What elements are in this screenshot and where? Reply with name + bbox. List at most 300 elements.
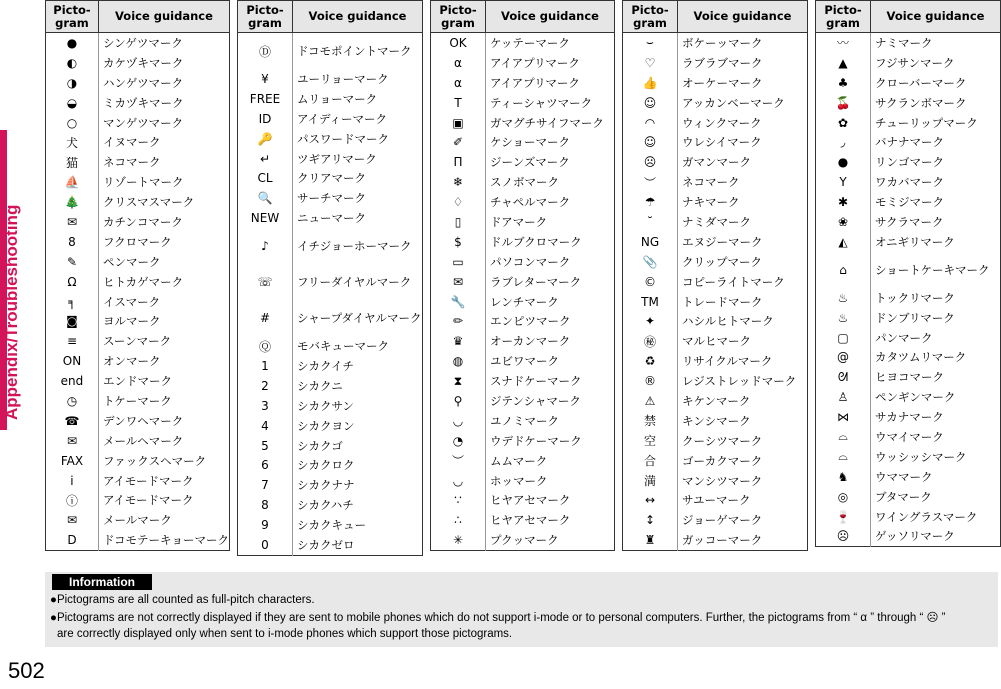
voice-guidance: エンドマーク: [98, 371, 229, 391]
pictogram-icon: ©: [623, 272, 678, 292]
table-row: [238, 129, 423, 149]
voice-guidance: ナミダマーク: [678, 212, 808, 232]
table-row: [623, 172, 808, 192]
table-row: [431, 510, 615, 530]
voice-guidance: トレードマーク: [678, 292, 808, 312]
voice-guidance: キンシマーク: [678, 411, 808, 431]
voice-guidance: ゲッソリマーク: [871, 526, 1001, 546]
voice-guidance: ムムマーク: [486, 451, 615, 471]
voice-guidance: マンゲツマーク: [98, 113, 229, 133]
table-row: [816, 487, 1001, 507]
table-row: [623, 113, 808, 133]
pictogram-icon: ✿: [816, 113, 871, 133]
pictogram-icon: Ω: [46, 272, 99, 292]
table-row: [431, 93, 615, 113]
pictogram-icon: ♡: [623, 53, 678, 73]
table-row: [431, 33, 615, 53]
table-row: [238, 228, 423, 264]
table-row: [46, 371, 230, 391]
pictogram-icon: ◔: [431, 431, 486, 451]
voice-guidance: ジョーゲマーク: [678, 510, 808, 530]
table-row: [816, 288, 1001, 308]
voice-guidance: イヌマーク: [98, 132, 229, 152]
pictogram-icon: 👍: [623, 73, 678, 93]
pictogram-icon: ⛵: [46, 172, 99, 192]
voice-guidance: シカクキュー: [293, 515, 423, 535]
voice-guidance: ガマグチサイフマーク: [486, 113, 615, 133]
voice-guidance: メールマーク: [98, 510, 229, 530]
voice-guidance: ブタマーク: [871, 487, 1001, 507]
table-row: [623, 490, 808, 510]
pictogram-icon: D: [46, 530, 99, 550]
table-row: [623, 331, 808, 351]
pictogram-icon: 🎄: [46, 192, 99, 212]
voice-guidance: スナドケーマーク: [486, 371, 615, 391]
pictogram-icon: @: [816, 347, 871, 367]
pictogram-icon: ●: [816, 152, 871, 172]
voice-guidance: ヨルマーク: [98, 311, 229, 331]
voice-guidance: サクラマーク: [871, 212, 1001, 232]
voice-guidance: アイアプリマーク: [486, 73, 615, 93]
table-row: [431, 391, 615, 411]
header-voice-guidance: Voice guidance: [98, 1, 229, 33]
pictogram-icon: 🍷: [816, 507, 871, 527]
voice-guidance: ウママーク: [871, 467, 1001, 487]
voice-guidance: サクランボマーク: [871, 93, 1001, 113]
voice-guidance: アイディーマーク: [293, 109, 423, 129]
table-header-row: [816, 1, 1001, 33]
voice-guidance: パスワードマーク: [293, 129, 423, 149]
pictogram-icon: ↔: [623, 490, 678, 510]
pictogram-icon: ®: [623, 371, 678, 391]
table-row: [623, 510, 808, 530]
table-row: [623, 152, 808, 172]
pictogram-table-5: [815, 0, 1001, 547]
table-row: [431, 371, 615, 391]
table-row: [46, 292, 230, 312]
table-row: [238, 376, 423, 396]
table-row: [46, 172, 230, 192]
voice-guidance: ドルブクロマーク: [486, 232, 615, 252]
header-voice-guidance: Voice guidance: [678, 1, 808, 33]
pictogram-icon: 3: [238, 396, 293, 416]
table-row: [623, 93, 808, 113]
pictogram-icon: ☺: [623, 132, 678, 152]
voice-guidance: カタツムリマーク: [871, 347, 1001, 367]
table-row: [238, 436, 423, 456]
pictogram-icon: ︶: [623, 172, 678, 192]
table-row: [431, 292, 615, 312]
pictogram-icon: ◡: [431, 471, 486, 491]
voice-guidance: デンワヘマーク: [98, 411, 229, 431]
voice-guidance: ドアマーク: [486, 212, 615, 232]
pictogram-icon: 8: [46, 232, 99, 252]
pictogram-icon: ↕: [623, 510, 678, 530]
pictogram-icon: ON: [46, 351, 99, 371]
pictogram-icon: FREE: [238, 89, 293, 109]
table-row: [46, 152, 230, 172]
table-row: [816, 328, 1001, 348]
pictogram-icon: TM: [623, 292, 678, 312]
table-row: [46, 73, 230, 93]
voice-guidance: ムリョーマーク: [293, 89, 423, 109]
table-row: [431, 132, 615, 152]
pictogram-icon: 7: [238, 475, 293, 495]
table-row: [238, 495, 423, 515]
information-bullet-3: are correctly displayed only when sent to i-mode phones which support those pictograms.: [57, 628, 513, 640]
voice-guidance: ガッコーマーク: [678, 530, 808, 550]
table-row: [46, 471, 230, 491]
voice-guidance: ショートケーキマーク: [871, 252, 1001, 288]
voice-guidance: トケーマーク: [98, 391, 229, 411]
header-voice-guidance: Voice guidance: [293, 1, 423, 33]
table-row: [238, 168, 423, 188]
table-row: [816, 467, 1001, 487]
voice-guidance: ペンマーク: [98, 252, 229, 272]
table-row: [46, 212, 230, 232]
header-voice-guidance: Voice guidance: [871, 1, 1001, 33]
pictogram-icon: ✏: [431, 311, 486, 331]
pictogram-icon: ▣: [431, 113, 486, 133]
voice-guidance: エヌジーマーク: [678, 232, 808, 252]
voice-guidance: フリーダイヤルマーク: [293, 264, 423, 300]
pictogram-icon: 8: [238, 495, 293, 515]
pictogram-icon: ≡: [46, 331, 99, 351]
pictogram-icon: Ⓓ: [238, 33, 293, 70]
voice-guidance: ガマンマーク: [678, 152, 808, 172]
pictogram-icon: 猫: [46, 152, 99, 172]
pictogram-icon: ◷: [46, 391, 99, 411]
pictogram-icon: FAX: [46, 451, 99, 471]
table-row: [816, 192, 1001, 212]
voice-guidance: シカクゴ: [293, 436, 423, 456]
table-row: [816, 308, 1001, 328]
voice-guidance: キケンマーク: [678, 391, 808, 411]
pictogram-icon: ✉: [46, 510, 99, 530]
voice-guidance: ラブラブマーク: [678, 53, 808, 73]
pictogram-icon: ↵: [238, 149, 293, 169]
voice-guidance: クリスマスマーク: [98, 192, 229, 212]
voice-guidance: ネコマーク: [98, 152, 229, 172]
voice-guidance: シカクニ: [293, 376, 423, 396]
pictogram-icon: ∵: [431, 490, 486, 510]
voice-guidance: クーシツマーク: [678, 431, 808, 451]
voice-guidance: ウレシイマーク: [678, 132, 808, 152]
table-row: [623, 451, 808, 471]
pictogram-icon: ✉: [46, 431, 99, 451]
table-row: [816, 53, 1001, 73]
voice-guidance: ヒヤアセマーク: [486, 510, 615, 530]
voice-guidance: レジストレッドマーク: [678, 371, 808, 391]
table-row: [623, 471, 808, 491]
voice-guidance: ウマイマーク: [871, 427, 1001, 447]
pictogram-icon: ●: [46, 33, 99, 53]
voice-guidance: イチジョーホーマーク: [293, 228, 423, 264]
table-row: [816, 347, 1001, 367]
table-row: [623, 132, 808, 152]
pictogram-icon: 空: [623, 431, 678, 451]
voice-guidance: トックリマーク: [871, 288, 1001, 308]
pictogram-icon: 6: [238, 455, 293, 475]
side-tab: [0, 0, 30, 430]
pictogram-icon: 0: [238, 535, 293, 555]
voice-guidance: リサイクルマーク: [678, 351, 808, 371]
table-row: [431, 152, 615, 172]
voice-guidance: ユーリョーマーク: [293, 69, 423, 89]
pictogram-icon: ♞: [816, 467, 871, 487]
table-row: [623, 232, 808, 252]
header-pictogram: Picto-gram: [623, 1, 678, 33]
voice-guidance: オンマーク: [98, 351, 229, 371]
pictogram-icon: ∴: [431, 510, 486, 530]
table-row: [816, 367, 1001, 387]
table-row: [816, 93, 1001, 113]
pictogram-icon: ⌂: [816, 252, 871, 288]
table-row: [623, 272, 808, 292]
pictogram-icon: #: [238, 300, 293, 336]
voice-guidance: ケッテーマーク: [486, 33, 615, 53]
voice-guidance: チャペルマーク: [486, 192, 615, 212]
table-row: [623, 351, 808, 371]
table-row: [431, 530, 615, 550]
table-row: [431, 272, 615, 292]
voice-guidance: ドンブリマーク: [871, 308, 1001, 328]
pictogram-icon: NG: [623, 232, 678, 252]
table-row: [238, 515, 423, 535]
information-bullet-2: ●Pictograms are not correctly displayed if they are sent to mobile phones which do not support i-mode or to personal computers. Further, the pictograms from “ α ” through “ ☹ ”: [50, 612, 946, 624]
table-row: [431, 113, 615, 133]
pictogram-table-3: [430, 0, 615, 551]
table-row: [46, 490, 230, 510]
table-row: [46, 311, 230, 331]
pictogram-icon: ◐: [46, 53, 99, 73]
voice-guidance: ウッシッシマーク: [871, 447, 1001, 467]
voice-guidance: ミカヅキマーク: [98, 93, 229, 113]
pictogram-icon: 合: [623, 451, 678, 471]
table-row: [623, 431, 808, 451]
pictogram-icon: ☂: [623, 192, 678, 212]
table-row: [46, 93, 230, 113]
voice-guidance: ヒヤアセマーク: [486, 490, 615, 510]
table-row: [816, 252, 1001, 288]
pictogram-icon: ⌣: [623, 33, 678, 53]
voice-guidance: シカクサン: [293, 396, 423, 416]
table-header-row: [238, 1, 423, 33]
voice-guidance: ウデドケーマーク: [486, 431, 615, 451]
pictogram-icon: Ⓠ: [238, 336, 293, 356]
table-row: [623, 73, 808, 93]
table-row: [623, 311, 808, 331]
pictogram-icon: ◎: [816, 487, 871, 507]
voice-guidance: フジサンマーク: [871, 53, 1001, 73]
table-row: [238, 535, 423, 555]
pictogram-icon: ⓘ: [46, 490, 99, 510]
pictogram-icon: 禁: [623, 411, 678, 431]
table-header-row: [46, 1, 230, 33]
pictogram-icon: ¥: [238, 69, 293, 89]
table-row: [816, 152, 1001, 172]
voice-guidance: シャープダイヤルマーク: [293, 300, 423, 336]
table-row: [816, 407, 1001, 427]
table-row: [238, 416, 423, 436]
table-row: [623, 53, 808, 73]
voice-guidance: シカクイチ: [293, 356, 423, 376]
page-number: 502: [8, 658, 45, 683]
voice-guidance: シカクナナ: [293, 475, 423, 495]
table-row: [816, 113, 1001, 133]
voice-guidance: ユノミマーク: [486, 411, 615, 431]
pictogram-icon: ♜: [623, 530, 678, 550]
pictogram-icon: α: [431, 53, 486, 73]
pictogram-table-4: [622, 0, 808, 551]
pictogram-icon: ㊙: [623, 331, 678, 351]
voice-guidance: スノボマーク: [486, 172, 615, 192]
pictogram-icon: Π: [431, 152, 486, 172]
pictogram-icon: $: [431, 232, 486, 252]
voice-guidance: ドコモテーキョーマーク: [98, 530, 229, 550]
voice-guidance: サーチマーク: [293, 188, 423, 208]
table-row: [431, 212, 615, 232]
table-row: [623, 530, 808, 550]
information-bullet-1: ●Pictograms are all counted as full-pitch characters.: [50, 594, 315, 606]
voice-guidance: ネコマーク: [678, 172, 808, 192]
voice-guidance: ハシルヒトマーク: [678, 311, 808, 331]
table-row: [623, 33, 808, 53]
pictogram-icon: ☏: [238, 264, 293, 300]
table-header-row: [431, 1, 615, 33]
table-row: [431, 351, 615, 371]
table-header-row: [623, 1, 808, 33]
voice-guidance: ホッマーク: [486, 471, 615, 491]
pictogram-icon: ◒: [46, 93, 99, 113]
table-row: [46, 530, 230, 550]
table-row: [816, 33, 1001, 53]
table-row: [816, 232, 1001, 252]
pictogram-icon: ◭: [816, 232, 871, 252]
pictogram-icon: ⋈: [816, 407, 871, 427]
voice-guidance: ハンゲツマーク: [98, 73, 229, 93]
pictogram-icon: ◙: [46, 311, 99, 331]
table-row: [46, 351, 230, 371]
voice-guidance: リンゴマーク: [871, 152, 1001, 172]
table-row: [816, 507, 1001, 527]
pictogram-icon: ○: [46, 113, 99, 133]
pictogram-icon: ︶: [431, 451, 486, 471]
table-row: [623, 391, 808, 411]
pictogram-icon: ◑: [46, 73, 99, 93]
pictogram-icon: 2: [238, 376, 293, 396]
pictogram-icon: 1: [238, 356, 293, 376]
table-row: [238, 356, 423, 376]
pictogram-icon: 📎: [623, 252, 678, 272]
table-row: [238, 264, 423, 300]
table-row: [238, 208, 423, 228]
pictogram-icon: ╕: [46, 292, 99, 312]
table-row: [623, 252, 808, 272]
voice-guidance: ユビワマーク: [486, 351, 615, 371]
pictogram-icon: ✎: [46, 252, 99, 272]
pictogram-icon: ☎: [46, 411, 99, 431]
table-row: [46, 391, 230, 411]
pictogram-icon: 🔑: [238, 129, 293, 149]
table-row: [431, 172, 615, 192]
table-row: [431, 471, 615, 491]
pictogram-icon: 🔧: [431, 292, 486, 312]
pictogram-icon: ♨: [816, 288, 871, 308]
voice-guidance: モバキューマーク: [293, 336, 423, 356]
table-row: [46, 53, 230, 73]
pictogram-icon: ✱: [816, 192, 871, 212]
pictogram-icon: ▯: [431, 212, 486, 232]
table-row: [46, 331, 230, 351]
table-row: [46, 451, 230, 471]
voice-guidance: ラブレターマーク: [486, 272, 615, 292]
table-row: [431, 431, 615, 451]
header-voice-guidance: Voice guidance: [486, 1, 615, 33]
table-row: [816, 132, 1001, 152]
voice-guidance: シンゲツマーク: [98, 33, 229, 53]
voice-guidance: ツギアリマーク: [293, 149, 423, 169]
table-row: [431, 53, 615, 73]
voice-guidance: オーケーマーク: [678, 73, 808, 93]
table-row: [46, 33, 230, 53]
voice-guidance: ジーンズマーク: [486, 152, 615, 172]
pictogram-icon: ⚲: [431, 391, 486, 411]
pictogram-icon: i: [46, 471, 99, 491]
pictogram-icon: 🍒: [816, 93, 871, 113]
pictogram-icon: ♪: [238, 228, 293, 264]
voice-guidance: シカクロク: [293, 455, 423, 475]
voice-guidance: コピーライトマーク: [678, 272, 808, 292]
pictogram-icon: ⌓: [816, 447, 871, 467]
voice-guidance: モミジマーク: [871, 192, 1001, 212]
voice-guidance: ニューマーク: [293, 208, 423, 228]
pictogram-icon: ♢: [431, 192, 486, 212]
pictogram-icon: 5: [238, 436, 293, 456]
table-row: [238, 300, 423, 336]
voice-guidance: エンピツマーク: [486, 311, 615, 331]
pictogram-icon: ✦: [623, 311, 678, 331]
pictogram-icon: ♣: [816, 73, 871, 93]
voice-guidance: ボケーッマーク: [678, 33, 808, 53]
table-row: [238, 109, 423, 129]
pictogram-icon: 9: [238, 515, 293, 535]
pictogram-icon: ◠: [623, 113, 678, 133]
table-row: [238, 188, 423, 208]
voice-guidance: カケヅキマーク: [98, 53, 229, 73]
voice-guidance: パソコンマーク: [486, 252, 615, 272]
table-row: [431, 252, 615, 272]
table-row: [238, 89, 423, 109]
voice-guidance: マルヒマーク: [678, 331, 808, 351]
voice-guidance: フクロマーク: [98, 232, 229, 252]
information-box: [45, 572, 998, 647]
voice-guidance: スーンマーク: [98, 331, 229, 351]
voice-guidance: ヒヨコマーク: [871, 367, 1001, 387]
table-row: [238, 396, 423, 416]
table-row: [431, 311, 615, 331]
pictogram-icon: ☹: [816, 526, 871, 546]
pictogram-icon: ✳: [431, 530, 486, 550]
table-row: [431, 232, 615, 252]
table-row: [431, 411, 615, 431]
voice-guidance: マンシツマーク: [678, 471, 808, 491]
voice-guidance: ヒトカゲマーク: [98, 272, 229, 292]
pictogram-icon: ID: [238, 109, 293, 129]
pictogram-icon: ⚠: [623, 391, 678, 411]
pictogram-icon: ♙: [816, 387, 871, 407]
pictogram-icon: 満: [623, 471, 678, 491]
